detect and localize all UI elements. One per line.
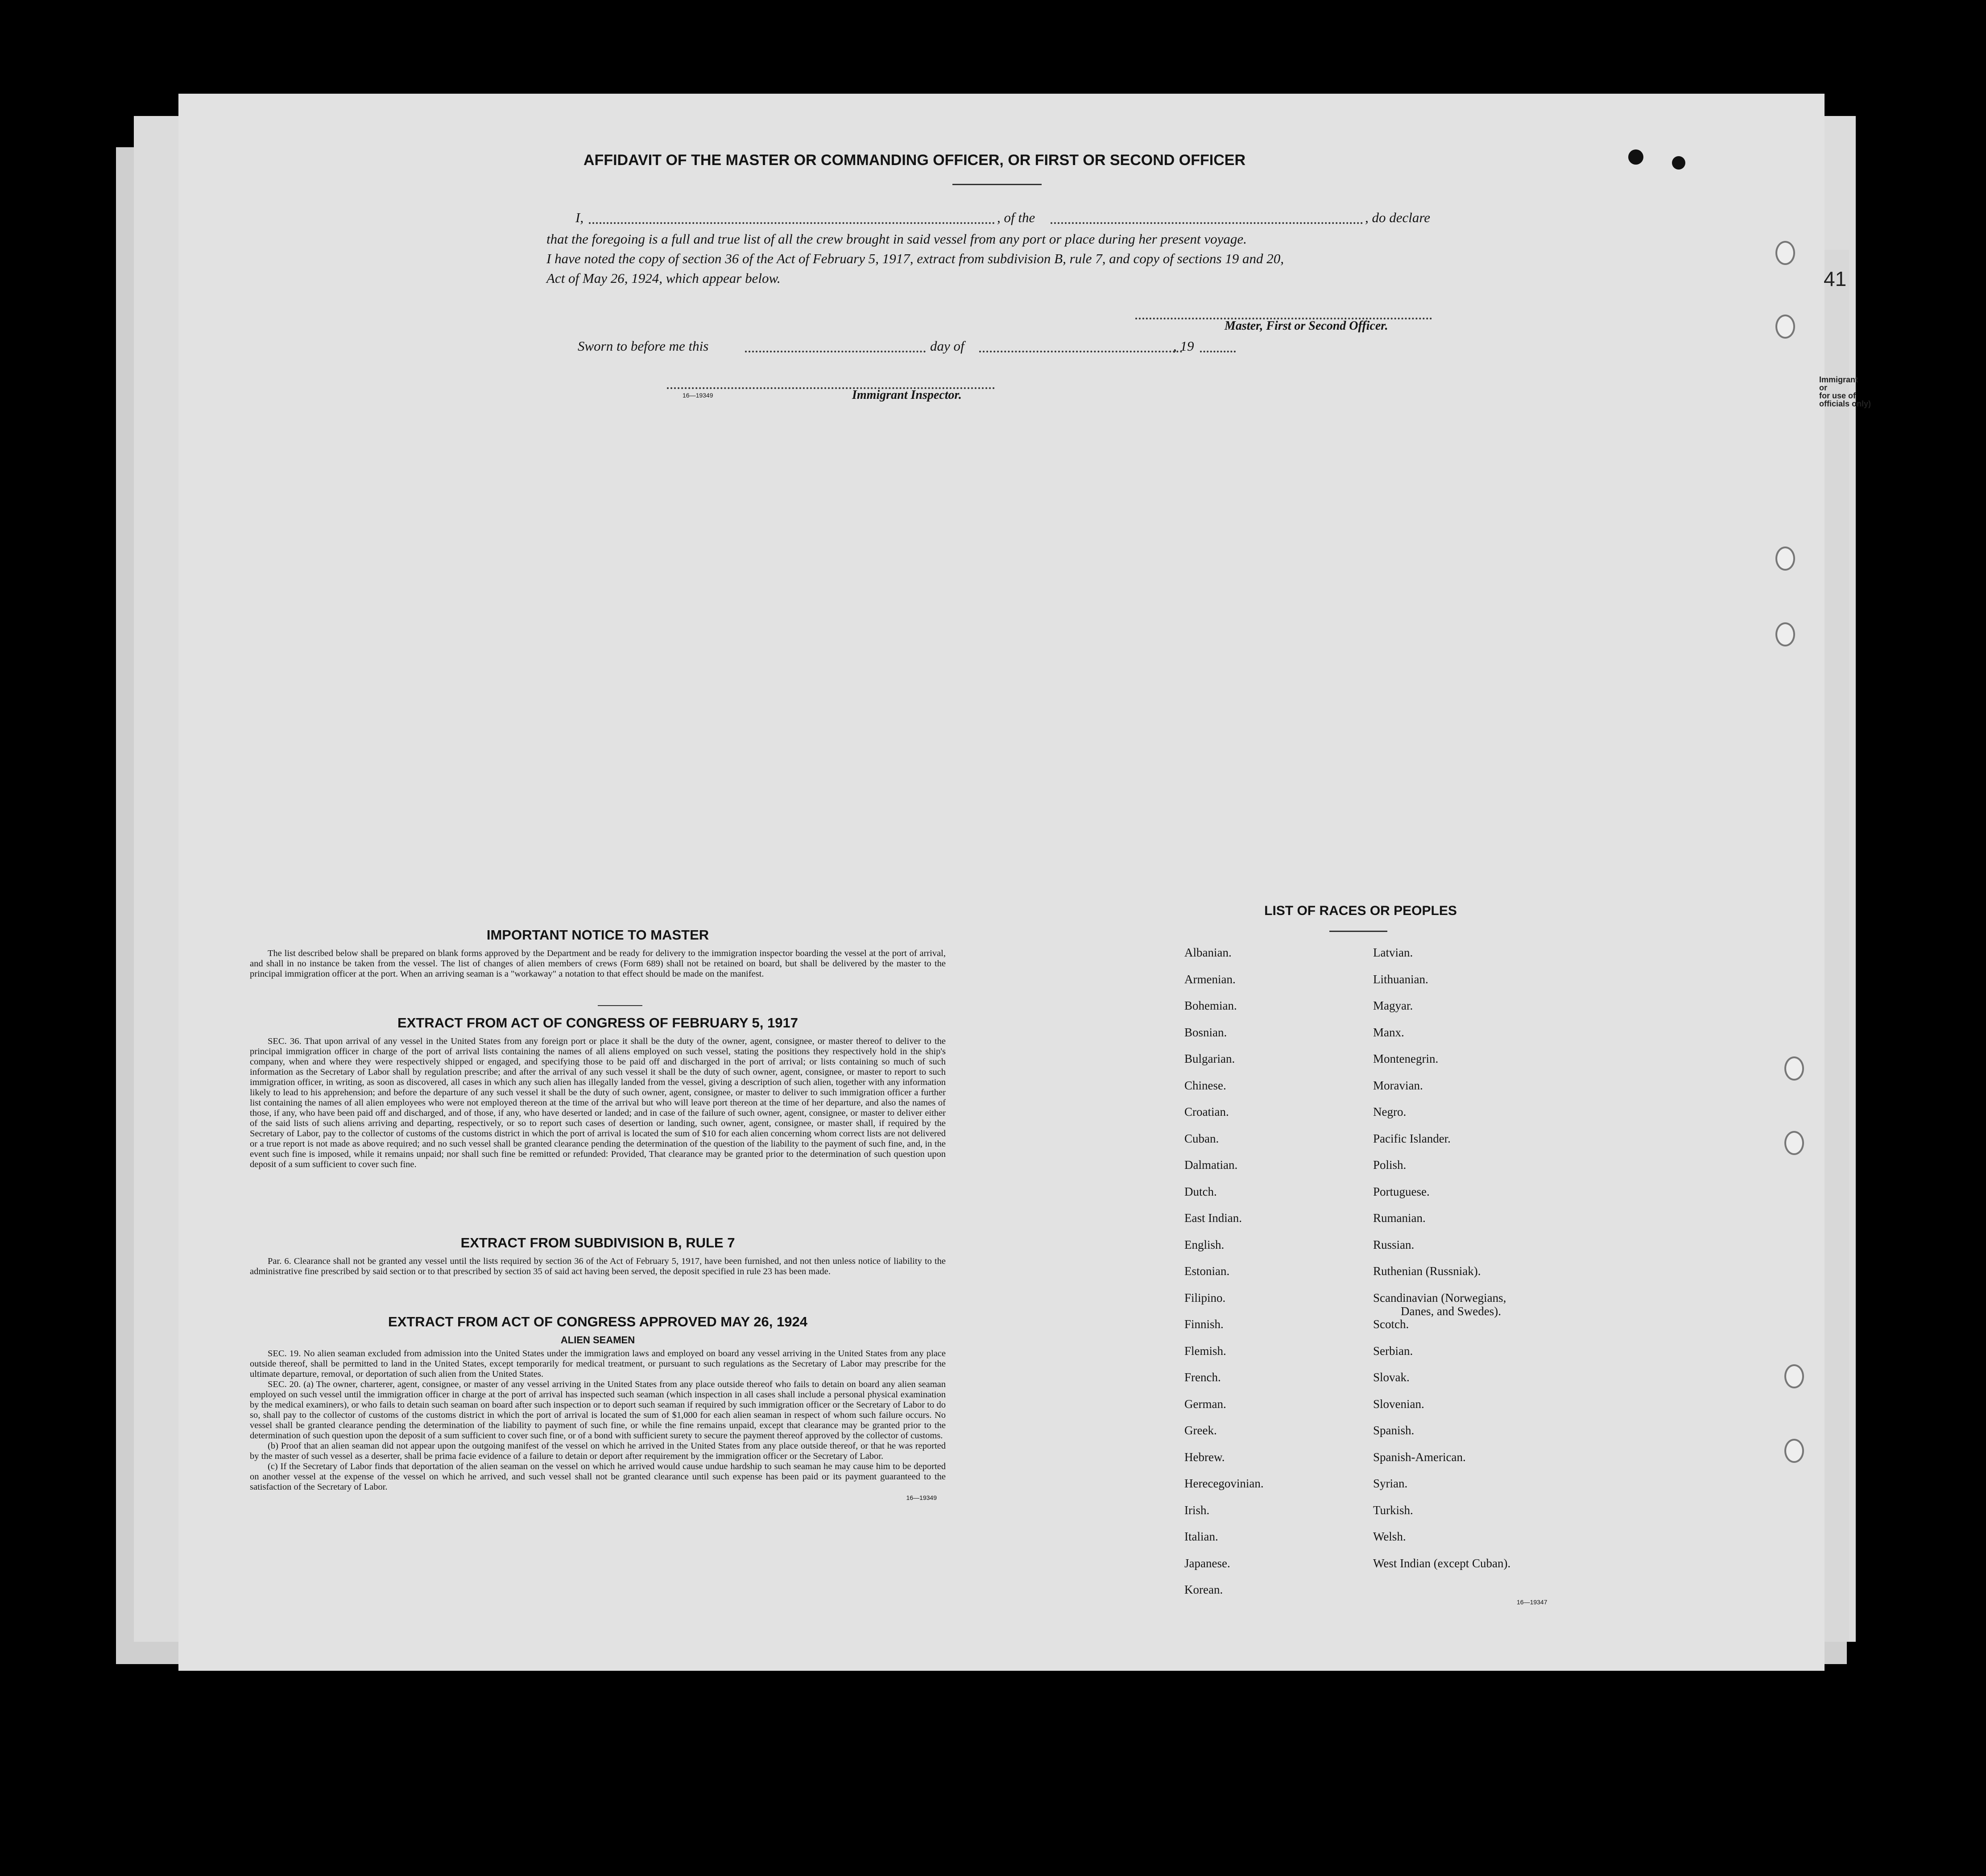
punch-hole bbox=[1628, 149, 1643, 165]
sworn-prefix: Sworn to before me this bbox=[578, 338, 709, 354]
extract-1917-section bbox=[250, 1015, 946, 1170]
race-item: Spanish. bbox=[1373, 1424, 1415, 1437]
blank-vessel-line bbox=[1051, 222, 1363, 224]
race-item: Manx. bbox=[1373, 1025, 1404, 1039]
divider bbox=[598, 1005, 642, 1006]
notice-section bbox=[250, 927, 946, 979]
race-item: Welsh. bbox=[1373, 1530, 1406, 1543]
race-item: Slovenian. bbox=[1373, 1397, 1424, 1411]
race-item: Magyar. bbox=[1373, 999, 1413, 1012]
race-item: Cuban. bbox=[1184, 1131, 1219, 1145]
race-item: Scotch. bbox=[1373, 1317, 1409, 1331]
race-item: Bosnian. bbox=[1184, 1025, 1227, 1039]
race-item: Italian. bbox=[1184, 1530, 1218, 1543]
race-item: East Indian. bbox=[1184, 1211, 1242, 1225]
binder-ring-hole bbox=[1784, 1056, 1804, 1081]
extract-1924-sec20a: SEC. 20. (a) The owner, charterer, agent, consignee, or master of any vessel arriving in the United States from any place outside thereof who fails to detain on board any alien seaman employed on such vessel until the immigration officer in charge at the port of arrival has inspected such seaman (which inspection in all cases shall include a personal physical examination by the medical examiners), or who fails to detain such seaman on board after such inspection or to deport such seaman if required by such immigration officer or the Secretary of Labor to do so, shall pay to the collector of customs of the customs district in which the port of arrival is located the sum of $1,000 for each alien seaman in respect of whom such failure occurs. No vessel shall be granted clearance pending the determination of the liability to payment of such fine, or while the fine remains unpaid, except that clearance may be granted prior to the determination of such question upon the deposit of a sum sufficient to cover such fine, or of a bond with sufficient surety to secure the payment thereof approved by the collector of customs. bbox=[250, 1379, 946, 1441]
race-item: Lithuanian. bbox=[1373, 972, 1428, 986]
race-item: Rumanian. bbox=[1373, 1211, 1426, 1225]
race-item: Dutch. bbox=[1184, 1184, 1217, 1198]
race-item: French. bbox=[1184, 1371, 1221, 1384]
race-item: Montenegrin. bbox=[1373, 1052, 1439, 1065]
race-item: Spanish-American. bbox=[1373, 1450, 1466, 1464]
race-item: Dalmatian. bbox=[1184, 1158, 1238, 1172]
page-number: 41 bbox=[1824, 267, 1847, 290]
race-item: Croatian. bbox=[1184, 1105, 1229, 1118]
race-item: Japanese. bbox=[1184, 1556, 1230, 1570]
affidavit-form-number: 16—19349 bbox=[683, 392, 713, 399]
race-item: Polish. bbox=[1373, 1158, 1407, 1172]
race-item: Pacific Islander. bbox=[1373, 1131, 1451, 1145]
affidavit-line4: Act of May 26, 1924, which appear below. bbox=[546, 270, 781, 286]
extract-1917-text: SEC. 36. That upon arrival of any vessel in the United States from any foreign port or place it shall be the duty of the owner, agent, consignee, or master thereof to deliver to the principal immigration officer in charge of the port of arrival lists containing the names of all aliens employed on such vessel, stating the positions they respectively hold in the ship's company, when and where they were respectively shipped or engaged, and specifying those to be paid off and discharged in the port of arrival; or lists containing so much of such information as the Secretary of Labor shall by regulation prescribe; and after the arrival of any such vessel it shall be the duty of such owner, agent, consignee, or master to report to such immigration officer, in writing, as soon as discovered, all cases in which any such alien has illegally landed from the vessel, giving a description of such alien, together with any information likely to lead to his apprehension; and before the departure of any such vessel it shall be the duty of such owner, agent, consignee, or master to deliver to such immigration officer a further list containing the names of all alien employees who were not employed thereon at the time of the arrival but who will leave port thereon at the time of her departure, and also the names of those, if any, who have been paid off and discharged, and of those, if any, who have deserted or landed; and in case of the failure of such owner, agent, consignee, or master to deliver either of the said lists of such aliens arriving and departing, respectively, or so to report such cases of desertion or landing, such owner, agent, consignee, or master shall, if required by the Secretary of Labor, pay to the collector of customs of the customs district in which the port of arrival is located the sum of $10 for each alien concerning whom correct lists are not delivered or a true report is not made as above required; and no such vessel shall be granted clearance pending the determination of the question of the liability to the payment of such fine, and, in the event such fine is imposed, while it remains unpaid; nor shall such fine be remitted or refunded: Provided, That clearance may be granted prior to the determination of such question upon deposit of a sum sufficient to cover such fine. bbox=[250, 1036, 946, 1169]
binder-ring-hole bbox=[1784, 1364, 1804, 1388]
binder-ring-hole bbox=[1775, 547, 1795, 571]
notice-text: The list described below shall be prepared on blank forms approved by the Department and be ready for delivery to the immigration inspector boarding the vessel at the port of arrival, and shall in no instance be taken from the vessel. The list of changes of alien members of crews (Form 689) shall not be retained on board, but shall be delivered by the master to the principal immigration officer at the port. When an arriving seaman is a "workaway" a notation to that effect should be made on the manifest. bbox=[250, 948, 946, 979]
race-item: Latvian. bbox=[1373, 946, 1413, 959]
binder-ring-hole bbox=[1784, 1131, 1804, 1155]
race-item: Ruthenian (Russniak). bbox=[1373, 1264, 1481, 1278]
race-item: Scandinavian (Norwegians, bbox=[1373, 1291, 1506, 1305]
extract-1917-title: EXTRACT FROM ACT OF CONGRESS OF FEBRUARY 5, 1917 bbox=[397, 1015, 798, 1031]
races-title: LIST OF RACES OR PEOPLES bbox=[1264, 903, 1457, 918]
sworn-day-of: day of bbox=[930, 338, 964, 354]
blank-month-line bbox=[979, 351, 1182, 352]
master-label: Master, First or Second Officer. bbox=[1225, 319, 1388, 333]
race-item: Chinese. bbox=[1184, 1078, 1226, 1092]
affidavit-title: AFFIDAVIT OF THE MASTER OR COMMANDING OFFICER, OR FIRST OR SECOND OFFICER bbox=[583, 152, 1245, 169]
edge-notes: Immigrant or for use of officials only) bbox=[1819, 375, 1871, 408]
divider bbox=[952, 184, 1042, 185]
affidavit-line3: I have noted the copy of section 36 of the Act of February 5, 1917, extract from subdivision B, rule 7, and copy of sections 19 and 20, bbox=[546, 251, 1284, 266]
race-item: Hebrew. bbox=[1184, 1450, 1225, 1464]
affidavit-line2: that the foregoing is a full and true list of all the crew brought in said vessel from any port or place during her present voyage. bbox=[546, 231, 1247, 247]
inspector-label: Immigrant Inspector. bbox=[852, 388, 962, 402]
sworn-year: , 19 bbox=[1173, 338, 1194, 354]
punch-hole bbox=[1672, 156, 1685, 170]
race-item: Herecegovinian. bbox=[1184, 1477, 1264, 1490]
extract-rule7-title: EXTRACT FROM SUBDIVISION B, RULE 7 bbox=[460, 1235, 735, 1251]
extract-1924-sec20c: (c) If the Secretary of Labor finds that deportation of the alien seaman on the vessel on which he arrived would cause undue hardship to such seaman he may cause him to be deported on another vessel at the expense of the vessel on which he arrived, and such vessel shall not be granted clearance until such expense has been paid or its payment guaranteed to the satisfaction of the Secretary of Labor. bbox=[250, 1462, 946, 1492]
extract-1924-title: EXTRACT FROM ACT OF CONGRESS APPROVED MAY 26, 1924 bbox=[388, 1314, 807, 1329]
blank-day-line bbox=[745, 351, 926, 352]
race-item: Albanian. bbox=[1184, 946, 1232, 959]
race-item: Serbian. bbox=[1373, 1344, 1413, 1358]
race-item: German. bbox=[1184, 1397, 1226, 1411]
blank-name-line bbox=[589, 222, 995, 224]
binder-ring-hole bbox=[1775, 622, 1795, 646]
divider bbox=[1329, 931, 1387, 932]
race-item: Negro. bbox=[1373, 1105, 1407, 1118]
race-item: Turkish. bbox=[1373, 1503, 1413, 1517]
races-form-number: 16—19347 bbox=[1517, 1599, 1547, 1606]
extract-rule7-text: Par. 6. Clearance shall not be granted any vessel until the lists required by section 36 of the Act of February 5, 1917, have been furnished, and not then unless notice of liability to the administrative fine prescribed by said section or to that prescribed by section 35 of said act having been served, the deposit specified in rule 23 has been made. bbox=[250, 1256, 946, 1276]
race-item: Danes, and Swedes). bbox=[1401, 1304, 1501, 1318]
page-edge-strip bbox=[1822, 250, 1849, 1642]
race-item: Greek. bbox=[1184, 1424, 1217, 1437]
race-item: Moravian. bbox=[1373, 1078, 1423, 1092]
binder-ring-hole bbox=[1775, 241, 1795, 265]
race-item: West Indian (except Cuban). bbox=[1373, 1556, 1511, 1570]
extract-1924-sec19: SEC. 19. No alien seaman excluded from admission into the United States under the immigration laws and employed on board any vessel arriving in the United States from any place outside thereof, shall be permitted to land in the United States, except temporarily for medical treatment, or pursuant to such regulations as the Secretary of Labor may prescribe for the ultimate departure, removal, or deportation of such alien from the United States. bbox=[250, 1349, 946, 1379]
extract-1924-subtitle: ALIEN SEAMEN bbox=[560, 1334, 635, 1346]
race-item: Filipino. bbox=[1184, 1291, 1226, 1305]
blank-year-line bbox=[1200, 351, 1236, 352]
extract-1924-sec20b: (b) Proof that an alien seaman did not appear upon the outgoing manifest of the vessel on which he arrived in the United States from any place outside thereof, or that he was reported by the master of such vessel as a deserter, shall be prima facie evidence of a failure to detain or deport after requirement by the immigration officer or the Secretary of Labor. bbox=[250, 1441, 946, 1461]
race-item: Irish. bbox=[1184, 1503, 1210, 1517]
race-item: English. bbox=[1184, 1238, 1225, 1251]
race-item: Flemish. bbox=[1184, 1344, 1226, 1358]
notice-title: IMPORTANT NOTICE TO MASTER bbox=[486, 927, 709, 943]
race-item: Russian. bbox=[1373, 1238, 1415, 1251]
extract-rule7-section bbox=[250, 1235, 946, 1277]
affidavit-of-the: , of the bbox=[997, 210, 1035, 225]
affidavit-i: I, bbox=[575, 210, 584, 225]
binder-ring-hole bbox=[1784, 1439, 1804, 1463]
race-item: Korean. bbox=[1184, 1583, 1223, 1596]
race-item: Bulgarian. bbox=[1184, 1052, 1235, 1065]
race-item: Armenian. bbox=[1184, 972, 1236, 986]
race-item: Slovak. bbox=[1373, 1371, 1410, 1384]
binder-ring-hole bbox=[1775, 315, 1795, 339]
extract-1924-section bbox=[250, 1314, 946, 1501]
race-item: Bohemian. bbox=[1184, 999, 1237, 1012]
race-item: Syrian. bbox=[1373, 1477, 1408, 1490]
affidavit-declare: , do declare bbox=[1365, 210, 1431, 225]
extract-1924-form-number: 16—19349 bbox=[906, 1494, 937, 1501]
race-item: Estonian. bbox=[1184, 1264, 1230, 1278]
race-item: Portuguese. bbox=[1373, 1184, 1430, 1198]
race-item: Finnish. bbox=[1184, 1317, 1224, 1331]
